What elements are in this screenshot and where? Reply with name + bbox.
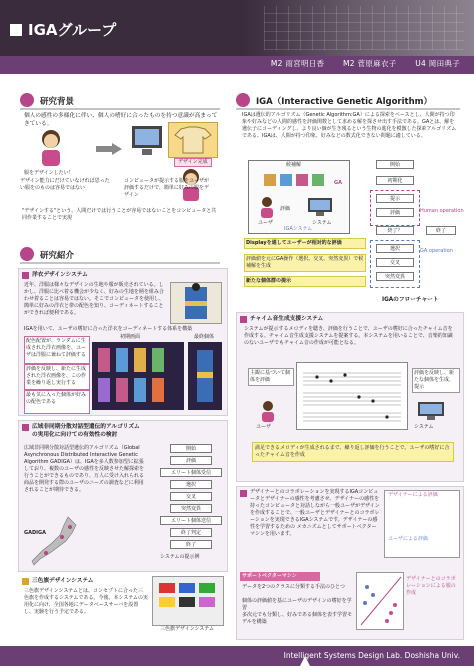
tricolor-caption: 三色旗デザインシステム [160, 626, 215, 632]
flow-judge: 終了判定 [170, 528, 212, 537]
iga-flow-evaluate: 評価 [376, 208, 414, 217]
author-3: U4 岡田典子 [415, 59, 460, 68]
divider [236, 108, 460, 110]
initial-screen-image [92, 342, 184, 410]
bullet-icon [240, 490, 247, 497]
svm-title: サポートベクターマシン [240, 572, 320, 581]
clothing-step-2: 評価を反映し、新たに生成された洋衣画像を、この作業を繰り返し実行する [24, 364, 90, 390]
clothing-text: 近年、洋服は様々なデザインの生地や服が販売されている。しかし、洋服に比べ着る機会が少なく、好みの生地を柄を組み合わせ着ることは容易ではない。そこでコンピュータを使用し、簡単に好みの洋衣と帯の配色を知り、コーディネートすることができれば便利である。 [24, 282, 165, 316]
svm-point-2: 個体の評価値を基にユーザのデザインの嗜好を学習 [242, 598, 352, 611]
flow-cross: 交叉 [170, 492, 212, 501]
page-title: IGAグループ [28, 21, 117, 39]
clothing-step-1: 配色配置が、ランダムに生成された洋衣画像を、ユーザは洋服に兼ねて評価する [24, 336, 90, 364]
person-icon [36, 128, 66, 168]
japan-map [28, 515, 88, 567]
tricolor-text: 三色旗デザインシステムとは、コンセプトに合った三色旗を作成するシステムである。今後、本システムの実用化に向け、全国各地にデータベースサーバを設置し、実験を行う予定である。 [24, 588, 149, 615]
design-done-label: デザイン完成 [174, 158, 212, 167]
section-icon [20, 93, 34, 107]
iga-flow-mutate: 突然変異 [376, 272, 414, 281]
user-label: ユーザ [258, 220, 274, 226]
iga-step-3: 新たな個体群の提示 [244, 276, 366, 287]
ga-op-label: GA operation [420, 248, 453, 254]
iga-flow-caption: IGAのフローチャート [382, 297, 439, 303]
iga-step-1: Displayを通してユーザーが相対的な評価 [244, 238, 366, 249]
flow-mutate: 突然変異 [170, 504, 212, 513]
chime-system-icon [416, 400, 446, 422]
iga-flow-done: 終了？ [376, 226, 414, 235]
chime-user-icon [258, 400, 278, 422]
initial-screen-label: 初期画面 [120, 334, 141, 340]
title-marker-icon [10, 24, 22, 36]
iga-flow-end: 終了 [426, 226, 456, 235]
user-eval-label: ユーザによる評価 [388, 536, 429, 542]
flow-start: 開始 [170, 444, 212, 453]
ga-label: GA [334, 180, 342, 186]
background-intro: 個人の感性の多様化に伴い、個人の嗜好に合ったものを持つ意識が高まってきている。 [24, 113, 218, 128]
left-note: デザイン能力にだけていなければ思ったい服をのものは容易ではない [20, 178, 110, 191]
collab-diagram [384, 490, 460, 558]
computer-icon [130, 124, 164, 158]
svm-chart [356, 572, 404, 630]
tricolor-title: 三色旗デザインシステム [32, 578, 94, 584]
tshirt-image [168, 122, 218, 158]
candidates-shirts [262, 172, 332, 190]
bullet-icon [22, 578, 29, 585]
flow-evaluate: 評価 [170, 456, 212, 465]
chime-right-bubble: 評価を反映し、新たな個体を生成、提示 [412, 368, 460, 393]
iga-step-2: 評価値を元にGA操作（選択、交叉、突然変異）で候補解を生成 [244, 254, 366, 272]
system-icon [306, 196, 334, 218]
final-individual-label: 最終個体 [194, 334, 215, 340]
evaluation-label: 評価 [280, 206, 291, 212]
map-label: GADIGA [24, 530, 46, 536]
arrow-icon [96, 140, 122, 152]
designer-label: デザイナーによる評価 [388, 492, 438, 498]
bullet-icon [22, 272, 29, 279]
section-title-background: 研究背景 [40, 97, 75, 107]
chime-left-bubble: 主観に基づいて個体を評価 [248, 368, 294, 386]
chime-caption: 満足できるメロディが生成されるまで、繰り返し評価を行うことで、ユーザの嗜好に合ったチャイム音を作成 [252, 442, 454, 462]
iga-flow-start: 開始 [376, 160, 414, 169]
distributed-text: 広域非同期分散対話型遺伝的アルゴリズム（Global Asynchronous Distributed Interactive Genetic Algorithm GADIGA）は、IGAを多人数参加型に拡張しており、複数のユーザの感性を反映させた解探索を行うことができるものであり、万人に受け入れられる商品を開発する際のユーザのニーズの調査などに利用されることが期待できる。 [24, 445, 145, 493]
user-thought: 服をデザインしたい！ [24, 170, 74, 176]
flow-end: 終了 [170, 540, 212, 549]
final-individual-image [188, 342, 222, 410]
svm-point-1: データを2つのクラスに分類する手法のひとつ [242, 584, 345, 590]
flow-select: 選択 [170, 480, 212, 489]
divider [20, 108, 220, 110]
flow-elite-send: エリート個体送信 [160, 516, 222, 525]
flow-elite-receive: エリート個体受信 [160, 468, 222, 477]
section-icon [20, 247, 34, 261]
right-note: コンピュータが提示する服をユーザが評価するだけで、簡単に好みの服をデザイン [124, 178, 210, 198]
section-icon [236, 93, 250, 107]
kimono-image [170, 282, 222, 324]
system-label: システム [312, 220, 332, 226]
iga-flow-present: 提示 [376, 194, 414, 203]
display-label: IGAシステム [284, 226, 313, 232]
user-icon [258, 196, 276, 218]
author-1: M2 雨宮明日香 [270, 59, 325, 68]
score-image [296, 362, 408, 430]
iga-flow-select: 選択 [376, 244, 414, 253]
authors [255, 58, 460, 69]
section-title-intro: 研究紹介 [40, 251, 75, 261]
chime-user-label: ユーザ [256, 424, 272, 430]
svm-point-3: 多次元でも分類し、好みである個体を表す学習モデルを構築 [242, 612, 353, 625]
distributed-title: 広域非同期分散対話型遺伝的アルゴリズムの実用化に向けての有効性の検討 [32, 424, 140, 439]
chime-system-label: システム [414, 424, 434, 430]
divider [20, 262, 220, 264]
author-2: M2 菅原麻衣子 [343, 59, 397, 68]
collab-caption: デザイナーとのコラボレーションによる服の作成 [406, 576, 456, 596]
collab-text: デザイナーとのコラボレーションを実現するIGAコンピュータとデザイナーの感性を考慮させ、デザイナーの感性を持ったコンピュータと対話しながら一般ユーザがデザインを作成することで、一般ユーザとデザイナーとのコラボレーションを実現できるIGAシステムです。デザイナーの感性を学習するための メカニズムとしてサポートベクターマシンを用います。 [250, 489, 380, 537]
footer-lab: Intelligent Systems Design Lab. Doshisha Univ. [283, 651, 460, 660]
human-op-label: Human operation [420, 208, 464, 214]
distributed-flow-label: システムの提示例 [160, 554, 200, 560]
bullet-icon [22, 424, 29, 431]
section-title-iga: IGA（Interactive Genetic Algorithm） [256, 97, 432, 107]
clothing-caption: IGAを用いて、ユーザの嗜好に合った洋衣をコーディネートする体系を構築 [24, 326, 193, 332]
candidates-label: 候補解 [286, 162, 302, 168]
iga-flow-init: 初期化 [376, 176, 414, 185]
building-image [264, 6, 464, 50]
iga-text: IGAは遺伝的アルゴリズム（Genetic Algorithm:GA）による探索をベースとし、人間が持つ印象や好みなどの人間的感性を評価関数として求める解を探させ出す手法である。GAとは、解を遺伝子にコーディングし、より良い個が生き残るという生物の進化を模倣した探索アルゴリズムである。IGAは、人間が持つ印象、好みなどの数式化できない問題に適している。 [242, 112, 457, 139]
chime-title: チャイム音生成支援システム [250, 316, 324, 322]
bullet-icon [240, 316, 247, 323]
highlight-text: "デザインする"という、人間だけでは行うことが容易ではないことをコンピュータと共同作業することで実現 [22, 208, 217, 221]
chime-text: システムが提示するメロディを聴き、評価を行うことで、ユーザの嗜好に合ったチャイム音を作成する。チャイム音生成支援システムを提案する。本システムを用いることで、音楽的知識のないユーザでもチャイム音の作成が可能となる。 [244, 326, 453, 346]
iga-flow-cross: 交叉 [376, 258, 414, 267]
tricolor-image [152, 576, 224, 626]
clothing-title: 洋衣デザインシステム [32, 272, 88, 278]
clothing-step-3: 最も気に入った個体が好みの配色である [24, 390, 90, 414]
